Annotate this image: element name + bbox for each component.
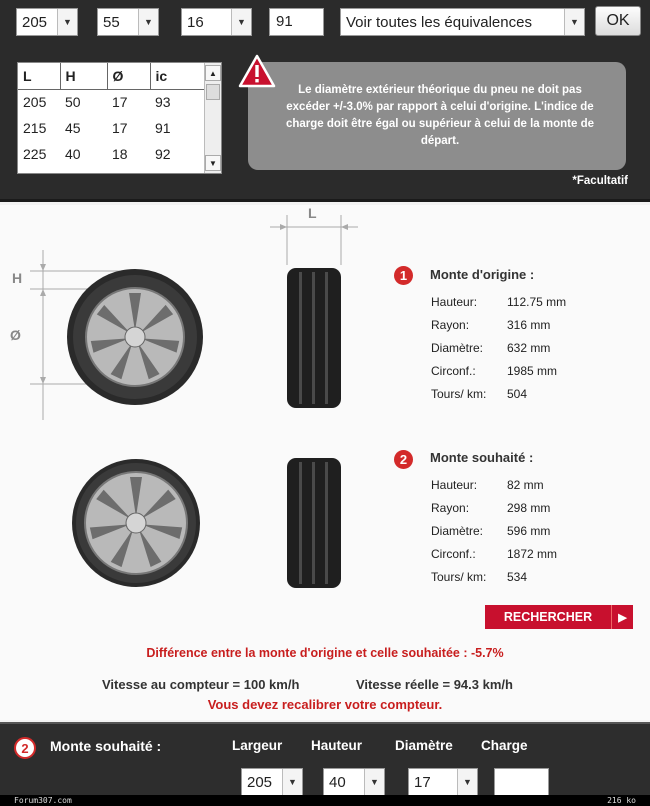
play-arrow-icon: ▶ [611, 605, 633, 629]
desired-wheel-icon [71, 458, 201, 588]
col-header-h: H [60, 63, 107, 89]
search-button[interactable]: RECHERCHER ▶ [485, 605, 633, 629]
width-dimension-label: L [308, 205, 317, 221]
chevron-down-icon: ▼ [57, 9, 77, 35]
desired-diameter-value: 596 mm [507, 524, 551, 538]
chevron-down-icon: ▼ [364, 769, 384, 795]
warning-icon [238, 54, 276, 88]
bottom-badge: 2 [14, 737, 36, 759]
bottom-width-select[interactable]: 205 ▼ [241, 768, 303, 796]
optional-note: *Facultatif [572, 175, 628, 187]
table-row[interactable]: 205 50 17 93 [23, 94, 171, 111]
chevron-down-icon: ▼ [282, 769, 302, 795]
image-footer: Forum307.com 216 ko [0, 795, 650, 806]
desired-specs: Hauteur: 82 mm Rayon: 298 mm Diamètre: 596 mm Circonf.: 1872 mm Tours/ km: 534 [431, 478, 557, 593]
speed-counter-text: Vitesse au compteur = 100 km/h [102, 677, 300, 692]
original-radius-value: 316 mm [507, 318, 551, 332]
original-revs-value: 504 [507, 387, 528, 401]
original-badge: 1 [394, 266, 413, 285]
desired-circumference-value: 1872 mm [507, 547, 558, 561]
desired-badge: 2 [394, 450, 413, 469]
mode-select[interactable]: Voir toutes les équivalences ▼ [340, 8, 585, 36]
ok-button[interactable]: OK [595, 6, 641, 36]
col-header-ic: ic [150, 63, 205, 89]
bottom-title: Monte souhaité : [50, 738, 162, 754]
top-panel [0, 0, 650, 202]
desired-title: Monte souhaité : [430, 450, 534, 465]
difference-text: Différence entre la monte d'origine et celle souhaitée : -5.7% [146, 646, 504, 660]
original-height-value: 112.75 mm [507, 295, 567, 309]
width-select[interactable]: 205 ▼ [16, 8, 78, 36]
original-specs: Hauteur: 112.75 mm Rayon: 316 mm Diamètre: 632 mm Circonf.: 1985 mm Tours/ km: 504 [431, 295, 566, 410]
table-row[interactable]: 215 45 17 91 [23, 120, 171, 136]
scroll-up-icon[interactable]: ▲ [205, 65, 221, 81]
chevron-down-icon: ▼ [564, 9, 584, 35]
height-dimension-label: H [12, 270, 23, 286]
col-header-l: L [18, 63, 60, 89]
warning-text: Le diamètre extérieur théorique du pneu ne doit pas excéder +/-3.0% par rapport à celui d'origine. L'indice de charge doit être égal ou supérieur à celui de la monte de départ. [285, 84, 595, 147]
desired-tyre-side-icon [287, 458, 341, 588]
original-diameter-value: 632 mm [507, 341, 551, 355]
original-title: Monte d'origine : [430, 267, 535, 282]
table-scrollbar[interactable] [204, 63, 221, 173]
bottom-bar [0, 722, 650, 798]
original-circumference-value: 1985 mm [507, 364, 558, 378]
scroll-down-icon[interactable]: ▼ [205, 155, 221, 171]
height-select[interactable]: 55 ▼ [97, 8, 159, 36]
original-tyre-side-icon [287, 268, 341, 408]
desired-revs-value: 534 [507, 570, 528, 584]
chevron-down-icon: ▼ [231, 9, 251, 35]
recalibrate-text: Vous devez recalibrer votre compteur. [207, 697, 443, 712]
col-width-label: Largeur [232, 738, 283, 753]
load-index-input[interactable]: 91 [269, 8, 324, 36]
desired-height-value: 82 mm [507, 478, 544, 492]
chevron-down-icon: ▼ [457, 769, 477, 795]
scroll-thumb[interactable] [206, 84, 220, 100]
col-height-label: Hauteur [311, 738, 363, 753]
bottom-load-input[interactable] [494, 768, 549, 796]
col-diameter-label: Diamètre [395, 738, 453, 753]
equivalences-table [17, 62, 222, 174]
table-row[interactable]: 225 40 18 92 [23, 146, 171, 162]
col-header-diameter: Ø [107, 63, 150, 89]
speed-real-text: Vitesse réelle = 94.3 km/h [356, 677, 513, 692]
col-load-label: Charge [481, 738, 528, 753]
diameter-dimension-label: Ø [10, 327, 21, 343]
bottom-height-select[interactable]: 40 ▼ [323, 768, 385, 796]
chevron-down-icon: ▼ [138, 9, 158, 35]
diameter-select[interactable]: 16 ▼ [181, 8, 252, 36]
original-wheel-icon [66, 268, 204, 406]
desired-radius-value: 298 mm [507, 501, 551, 515]
bottom-diameter-select[interactable]: 17 ▼ [408, 768, 478, 796]
